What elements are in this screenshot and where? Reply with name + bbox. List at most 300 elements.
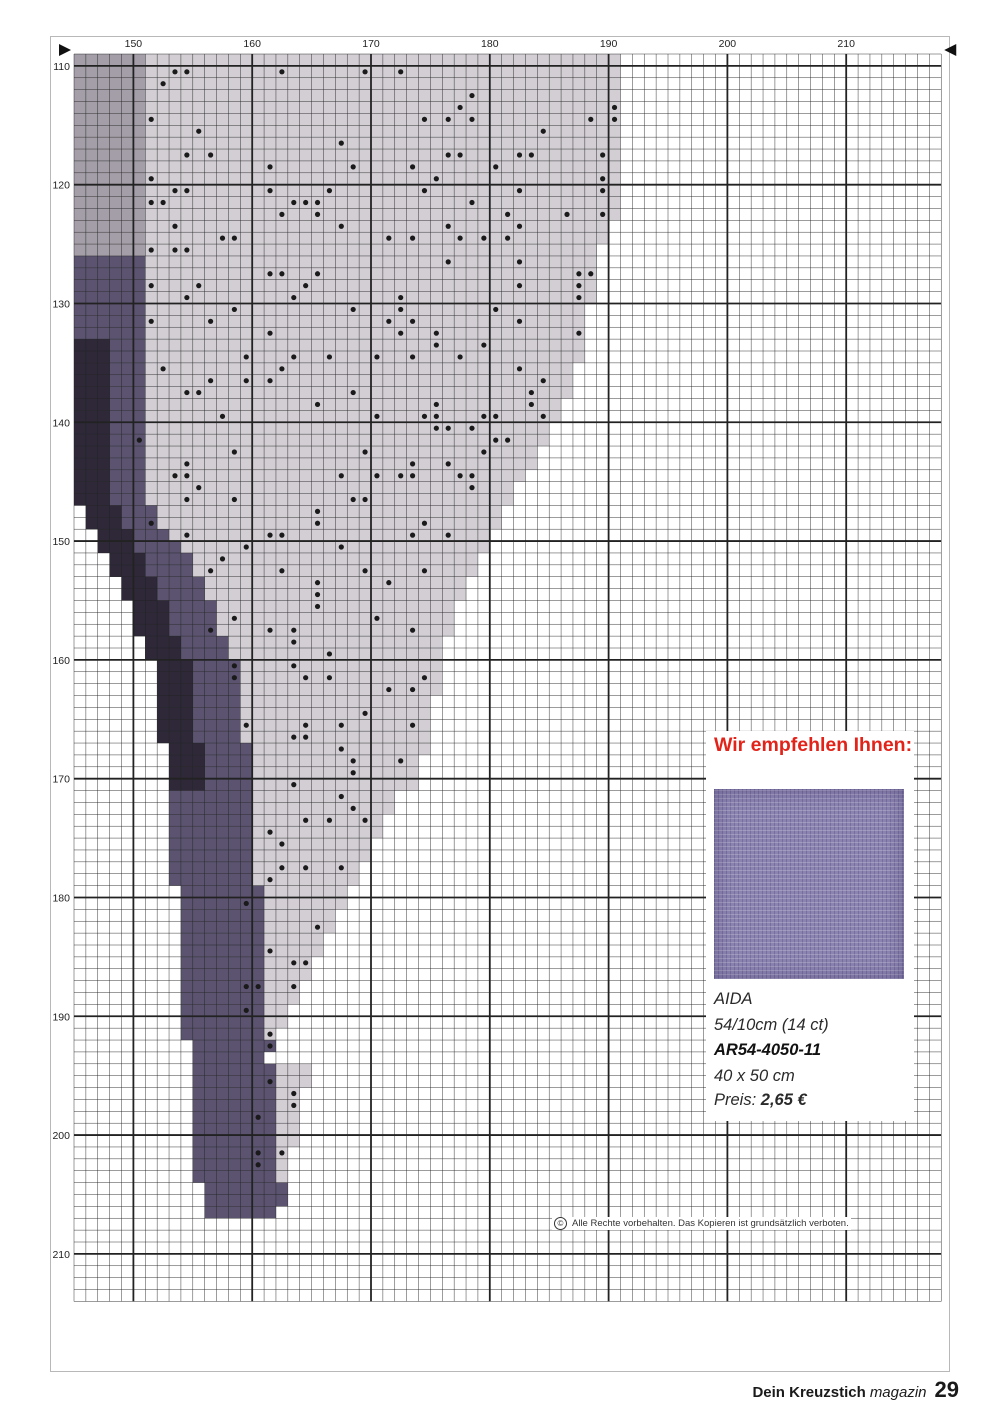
- pattern-violet-band: [193, 1111, 276, 1123]
- pattern-light-band: [145, 327, 585, 339]
- pattern-symbol-mark: [398, 473, 403, 478]
- pattern-symbol-mark: [398, 307, 403, 312]
- pattern-symbol-mark: [196, 485, 201, 490]
- pattern-symbol-mark: [493, 307, 498, 312]
- pattern-symbol-mark: [161, 200, 166, 205]
- pattern-symbol-mark: [362, 497, 367, 502]
- pattern-light-band: [145, 220, 608, 232]
- pattern-symbol-mark: [256, 1115, 261, 1120]
- pattern-light-band: [240, 672, 442, 684]
- pattern-symbol-mark: [291, 663, 296, 668]
- pattern-symbol-mark: [398, 295, 403, 300]
- pattern-symbol-mark: [481, 449, 486, 454]
- pattern-symbol-mark: [505, 212, 510, 217]
- center-arrow-left-icon: [59, 44, 71, 56]
- column-label: 160: [243, 38, 261, 50]
- pattern-dark-violet-band: [110, 565, 146, 577]
- pattern-dark-violet-band: [133, 600, 169, 612]
- pattern-symbol-mark: [149, 521, 154, 526]
- pattern-symbol-mark: [196, 390, 201, 395]
- pattern-symbol-mark: [232, 236, 237, 241]
- copyright-notice: [552, 1217, 851, 1230]
- pattern-symbol-mark: [410, 687, 415, 692]
- pattern-light-band: [264, 945, 323, 957]
- row-label: 130: [52, 298, 70, 311]
- fabric-size: 40 x 50 cm: [714, 1067, 795, 1085]
- pattern-symbol-mark: [446, 117, 451, 122]
- pattern-violet-band: [193, 1088, 276, 1100]
- pattern-symbol-mark: [374, 616, 379, 621]
- pattern-dark-violet-band: [74, 434, 110, 446]
- pattern-symbol-mark: [303, 865, 308, 870]
- pattern-symbol-mark: [196, 129, 201, 134]
- pattern-symbol-mark: [267, 271, 272, 276]
- pattern-symbol-mark: [256, 984, 261, 989]
- pattern-symbol-mark: [446, 224, 451, 229]
- pattern-symbol-mark: [374, 354, 379, 359]
- magazine-title: Dein Kreuzstich: [752, 1384, 866, 1401]
- pattern-symbol-mark: [564, 212, 569, 217]
- pattern-symbol-mark: [291, 960, 296, 965]
- pattern-symbol-mark: [184, 461, 189, 466]
- pattern-dark-violet-band: [133, 612, 169, 624]
- pattern-symbol-mark: [339, 544, 344, 549]
- pattern-dark-violet-band: [169, 743, 205, 755]
- pattern-symbol-mark: [422, 188, 427, 193]
- column-label: 170: [362, 38, 380, 50]
- pattern-symbol-mark: [149, 176, 154, 181]
- pattern-symbol-mark: [267, 533, 272, 538]
- pattern-symbol-mark: [291, 1091, 296, 1096]
- pattern-symbol-mark: [279, 366, 284, 371]
- pattern-symbol-mark: [434, 331, 439, 336]
- pattern-symbol-mark: [422, 675, 427, 680]
- pattern-symbol-mark: [303, 735, 308, 740]
- pattern-symbol-mark: [279, 533, 284, 538]
- pattern-symbol-mark: [220, 414, 225, 419]
- pattern-symbol-mark: [327, 651, 332, 656]
- pattern-symbol-mark: [351, 758, 356, 763]
- pattern-symbol-mark: [458, 236, 463, 241]
- pattern-violet-band: [169, 874, 252, 886]
- pattern-symbol-mark: [446, 533, 451, 538]
- pattern-light-band: [145, 339, 585, 351]
- pattern-symbol-mark: [422, 117, 427, 122]
- pattern-symbol-mark: [374, 473, 379, 478]
- pattern-symbol-mark: [612, 117, 617, 122]
- pattern-symbol-mark: [267, 331, 272, 336]
- pattern-symbol-mark: [362, 568, 367, 573]
- pattern-dark-violet-band: [133, 624, 169, 636]
- pattern-symbol-mark: [327, 675, 332, 680]
- row-label: 180: [52, 892, 70, 905]
- pattern-symbol-mark: [303, 200, 308, 205]
- pattern-symbol-mark: [232, 675, 237, 680]
- pattern-light-band: [240, 660, 442, 672]
- row-label: 190: [52, 1011, 70, 1024]
- pattern-symbol-mark: [469, 200, 474, 205]
- price-label: Preis:: [714, 1091, 757, 1109]
- pattern-symbol-mark: [434, 176, 439, 181]
- pattern-symbol-mark: [481, 236, 486, 241]
- pattern-symbol-mark: [232, 307, 237, 312]
- pattern-symbol-mark: [362, 449, 367, 454]
- pattern-symbol-mark: [576, 331, 581, 336]
- pattern-violet-band: [193, 1040, 276, 1052]
- pattern-symbol-mark: [576, 295, 581, 300]
- row-label: 170: [52, 773, 70, 786]
- pattern-light-band: [157, 505, 502, 517]
- pattern-symbol-mark: [244, 354, 249, 359]
- pattern-symbol-mark: [458, 473, 463, 478]
- pattern-symbol-mark: [149, 117, 154, 122]
- pattern-symbol-mark: [315, 604, 320, 609]
- pattern-symbol-mark: [256, 1162, 261, 1167]
- pattern-dark-violet-band: [110, 553, 146, 565]
- pattern-symbol-mark: [529, 390, 534, 395]
- pattern-dark-violet-band: [157, 719, 193, 731]
- pattern-symbol-mark: [517, 224, 522, 229]
- pattern-symbol-mark: [244, 901, 249, 906]
- pattern-symbol-mark: [600, 188, 605, 193]
- pattern-symbol-mark: [279, 865, 284, 870]
- pattern-symbol-mark: [469, 485, 474, 490]
- pattern-symbol-mark: [458, 354, 463, 359]
- pattern-violet-band: [193, 1064, 276, 1076]
- pattern-symbol-mark: [517, 366, 522, 371]
- pattern-symbol-mark: [291, 1103, 296, 1108]
- pattern-violet-band: [169, 802, 252, 814]
- pattern-symbol-mark: [149, 319, 154, 324]
- pattern-light-band: [264, 993, 300, 1005]
- magazine-subtitle: magazin: [869, 1384, 927, 1401]
- pattern-symbol-mark: [386, 319, 391, 324]
- pattern-symbol-mark: [303, 675, 308, 680]
- pattern-symbol-mark: [232, 663, 237, 668]
- pattern-dark-violet-band: [86, 517, 122, 529]
- pattern-symbol-mark: [244, 378, 249, 383]
- pattern-symbol-mark: [446, 426, 451, 431]
- pattern-symbol-mark: [351, 390, 356, 395]
- pattern-symbol-mark: [410, 236, 415, 241]
- pattern-violet-band: [193, 1147, 276, 1159]
- pattern-symbol-mark: [386, 580, 391, 585]
- pattern-symbol-mark: [291, 354, 296, 359]
- pattern-symbol-mark: [149, 247, 154, 252]
- pattern-symbol-mark: [410, 473, 415, 478]
- pattern-symbol-mark: [267, 1032, 272, 1037]
- column-label: 210: [837, 38, 855, 50]
- column-label: 150: [124, 38, 143, 50]
- pattern-dark-violet-band: [169, 767, 205, 779]
- pattern-dark-violet-band: [74, 470, 110, 482]
- pattern-symbol-mark: [184, 473, 189, 478]
- pattern-symbol-mark: [208, 152, 213, 157]
- pattern-symbol-mark: [422, 568, 427, 573]
- pattern-symbol-mark: [434, 342, 439, 347]
- pattern-dark-violet-band: [74, 375, 110, 387]
- pattern-symbol-mark: [279, 271, 284, 276]
- pattern-symbol-mark: [208, 378, 213, 383]
- pattern-symbol-mark: [600, 212, 605, 217]
- pattern-light-band: [276, 1171, 288, 1183]
- pattern-symbol-mark: [291, 639, 296, 644]
- pattern-dark-violet-band: [122, 577, 158, 589]
- pattern-dark-violet-band: [98, 529, 134, 541]
- pattern-symbol-mark: [339, 865, 344, 870]
- pattern-dark-violet-band: [157, 707, 193, 719]
- pattern-symbol-mark: [303, 818, 308, 823]
- fabric-swatch-image: [714, 789, 904, 979]
- recommendation-heading: Wir empfehlen Ihnen:: [714, 734, 913, 756]
- pattern-dark-violet-band: [74, 387, 110, 399]
- pattern-symbol-mark: [315, 521, 320, 526]
- pattern-symbol-mark: [303, 960, 308, 965]
- pattern-symbol-mark: [303, 723, 308, 728]
- pattern-symbol-mark: [232, 449, 237, 454]
- pattern-symbol-mark: [184, 295, 189, 300]
- pattern-symbol-mark: [612, 105, 617, 110]
- pattern-symbol-mark: [291, 295, 296, 300]
- pattern-dark-violet-band: [169, 755, 205, 767]
- pattern-light-band: [145, 232, 608, 244]
- pattern-symbol-mark: [220, 556, 225, 561]
- pattern-symbol-mark: [256, 1150, 261, 1155]
- pattern-symbol-mark: [327, 354, 332, 359]
- pattern-symbol-mark: [541, 378, 546, 383]
- pattern-symbol-mark: [220, 236, 225, 241]
- pattern-symbol-mark: [291, 984, 296, 989]
- center-arrow-right-icon: [944, 44, 956, 56]
- pattern-symbol-mark: [267, 1043, 272, 1048]
- pattern-light-band: [264, 897, 347, 909]
- pattern-symbol-mark: [327, 818, 332, 823]
- pattern-symbol-mark: [505, 236, 510, 241]
- pattern-symbol-mark: [541, 129, 546, 134]
- pattern-symbol-mark: [339, 746, 344, 751]
- pattern-symbol-mark: [493, 164, 498, 169]
- pattern-symbol-mark: [315, 592, 320, 597]
- pattern-symbol-mark: [232, 616, 237, 621]
- pattern-symbol-mark: [339, 723, 344, 728]
- pattern-symbol-mark: [208, 319, 213, 324]
- pattern-symbol-mark: [481, 342, 486, 347]
- pattern-symbol-mark: [600, 176, 605, 181]
- pattern-dark-violet-band: [86, 505, 122, 517]
- pattern-light-band: [145, 351, 585, 363]
- pattern-symbol-mark: [588, 117, 593, 122]
- row-label: 140: [52, 417, 70, 430]
- pattern-symbol-mark: [184, 188, 189, 193]
- pattern-symbol-mark: [315, 212, 320, 217]
- pattern-light-band: [276, 1064, 312, 1076]
- pattern-symbol-mark: [279, 69, 284, 74]
- pattern-symbol-mark: [279, 841, 284, 846]
- pattern-symbol-mark: [529, 402, 534, 407]
- pattern-symbol-mark: [137, 438, 142, 443]
- pattern-symbol-mark: [184, 390, 189, 395]
- pattern-light-band: [145, 458, 537, 470]
- copyright-icon: ©: [554, 1217, 567, 1230]
- pattern-symbol-mark: [529, 152, 534, 157]
- pattern-dark-violet-band: [74, 458, 110, 470]
- pattern-violet-band: [193, 1171, 276, 1183]
- pattern-dark-violet-band: [157, 672, 193, 684]
- pattern-symbol-mark: [434, 426, 439, 431]
- pattern-symbol-mark: [339, 794, 344, 799]
- pattern-dark-violet-band: [74, 422, 110, 434]
- pattern-dark-violet-band: [157, 660, 193, 672]
- pattern-symbol-mark: [315, 580, 320, 585]
- pattern-symbol-mark: [458, 105, 463, 110]
- fabric-price: [714, 1089, 914, 1111]
- pattern-light-band: [264, 886, 347, 898]
- pattern-symbol-mark: [184, 69, 189, 74]
- pattern-symbol-mark: [232, 497, 237, 502]
- pattern-symbol-mark: [517, 283, 522, 288]
- pattern-symbol-mark: [291, 782, 296, 787]
- pattern-symbol-mark: [291, 200, 296, 205]
- pattern-symbol-mark: [149, 200, 154, 205]
- pattern-symbol-mark: [279, 568, 284, 573]
- pattern-symbol-mark: [398, 758, 403, 763]
- pattern-symbol-mark: [184, 152, 189, 157]
- pattern-symbol-mark: [267, 378, 272, 383]
- pattern-symbol-mark: [351, 164, 356, 169]
- pattern-violet-band: [193, 1135, 276, 1147]
- pattern-violet-band: [193, 1076, 276, 1088]
- pattern-light-band: [145, 446, 537, 458]
- pattern-dark-violet-band: [98, 541, 134, 553]
- pattern-symbol-mark: [469, 93, 474, 98]
- pattern-symbol-mark: [267, 877, 272, 882]
- pattern-symbol-mark: [422, 521, 427, 526]
- pattern-symbol-mark: [458, 152, 463, 157]
- pattern-violet-band: [169, 838, 252, 850]
- pattern-violet-band: [205, 1183, 288, 1195]
- column-label: 200: [718, 38, 737, 50]
- pattern-symbol-mark: [149, 283, 154, 288]
- row-label: 160: [52, 654, 70, 667]
- pattern-light-band: [276, 1076, 312, 1088]
- pattern-symbol-mark: [267, 164, 272, 169]
- row-label: 150: [52, 536, 70, 549]
- pattern-symbol-mark: [351, 497, 356, 502]
- pattern-symbol-mark: [446, 461, 451, 466]
- pattern-symbol-mark: [161, 366, 166, 371]
- pattern-symbol-mark: [267, 830, 272, 835]
- pattern-symbol-mark: [446, 152, 451, 157]
- pattern-symbol-mark: [315, 402, 320, 407]
- pattern-violet-band: [169, 791, 252, 803]
- pattern-dark-violet-band: [145, 648, 181, 660]
- pattern-violet-band: [169, 826, 252, 838]
- pattern-symbol-mark: [172, 224, 177, 229]
- pattern-dark-violet-band: [74, 351, 110, 363]
- pattern-symbol-mark: [410, 723, 415, 728]
- pattern-symbol-mark: [517, 259, 522, 264]
- pattern-symbol-mark: [600, 152, 605, 157]
- pattern-symbol-mark: [291, 628, 296, 633]
- pattern-symbol-mark: [386, 236, 391, 241]
- pattern-symbol-mark: [410, 164, 415, 169]
- pattern-dark-violet-band: [145, 636, 181, 648]
- pattern-symbol-mark: [505, 438, 510, 443]
- page-footer: [752, 1377, 959, 1403]
- column-label: 190: [599, 38, 618, 50]
- pattern-symbol-mark: [196, 283, 201, 288]
- pattern-symbol-mark: [244, 984, 249, 989]
- pattern-symbol-mark: [279, 212, 284, 217]
- fabric-material: AIDA: [714, 990, 753, 1008]
- fabric-article-number: AR54-4050-11: [714, 1041, 822, 1059]
- pattern-violet-band: [169, 850, 252, 862]
- pattern-symbol-mark: [351, 770, 356, 775]
- pattern-light-band: [145, 494, 513, 506]
- pattern-violet-band: [169, 862, 252, 874]
- pattern-symbol-mark: [469, 473, 474, 478]
- pattern-symbol-mark: [517, 319, 522, 324]
- pattern-symbol-mark: [303, 283, 308, 288]
- pattern-dark-violet-band: [122, 589, 158, 601]
- pattern-symbol-mark: [481, 414, 486, 419]
- pattern-dark-violet-band: [74, 410, 110, 422]
- pattern-symbol-mark: [469, 426, 474, 431]
- pattern-symbol-mark: [398, 331, 403, 336]
- row-label: 110: [53, 60, 70, 73]
- pattern-symbol-mark: [386, 687, 391, 692]
- row-label: 120: [52, 179, 70, 192]
- pattern-symbol-mark: [244, 544, 249, 549]
- pattern-symbol-mark: [184, 247, 189, 252]
- pattern-symbol-mark: [588, 271, 593, 276]
- row-label: 200: [52, 1130, 70, 1143]
- pattern-light-band: [264, 933, 323, 945]
- pattern-violet-band: [193, 1159, 276, 1171]
- pattern-symbol-mark: [244, 723, 249, 728]
- pattern-symbol-mark: [351, 307, 356, 312]
- pattern-symbol-mark: [410, 533, 415, 538]
- pattern-dark-violet-band: [74, 482, 110, 494]
- pattern-symbol-mark: [267, 1079, 272, 1084]
- pattern-symbol-mark: [374, 414, 379, 419]
- pattern-dark-violet-band: [74, 494, 110, 506]
- pattern-light-band: [145, 303, 585, 315]
- pattern-symbol-mark: [410, 461, 415, 466]
- pattern-symbol-mark: [339, 141, 344, 146]
- pattern-symbol-mark: [576, 283, 581, 288]
- pattern-symbol-mark: [493, 438, 498, 443]
- pattern-symbol-mark: [161, 81, 166, 86]
- pattern-symbol-mark: [267, 188, 272, 193]
- pattern-light-band: [169, 529, 490, 541]
- copyright-text: Alle Rechte vorbehalten. Das Kopieren ist grundsätzlich verboten.: [572, 1218, 849, 1230]
- fabric-count: 54/10cm (14 ct): [714, 1016, 829, 1034]
- pattern-light-band: [157, 517, 502, 529]
- pattern-symbol-mark: [172, 188, 177, 193]
- pattern-symbol-mark: [339, 473, 344, 478]
- pattern-symbol-mark: [410, 354, 415, 359]
- price-value: 2,65 €: [760, 1091, 807, 1109]
- pattern-dark-violet-band: [157, 684, 193, 696]
- pattern-symbol-mark: [410, 319, 415, 324]
- pattern-symbol-mark: [184, 497, 189, 502]
- pattern-symbol-mark: [351, 806, 356, 811]
- pattern-symbol-mark: [315, 271, 320, 276]
- pattern-symbol-mark: [576, 271, 581, 276]
- pattern-symbol-mark: [184, 533, 189, 538]
- pattern-violet-band: [193, 1123, 276, 1135]
